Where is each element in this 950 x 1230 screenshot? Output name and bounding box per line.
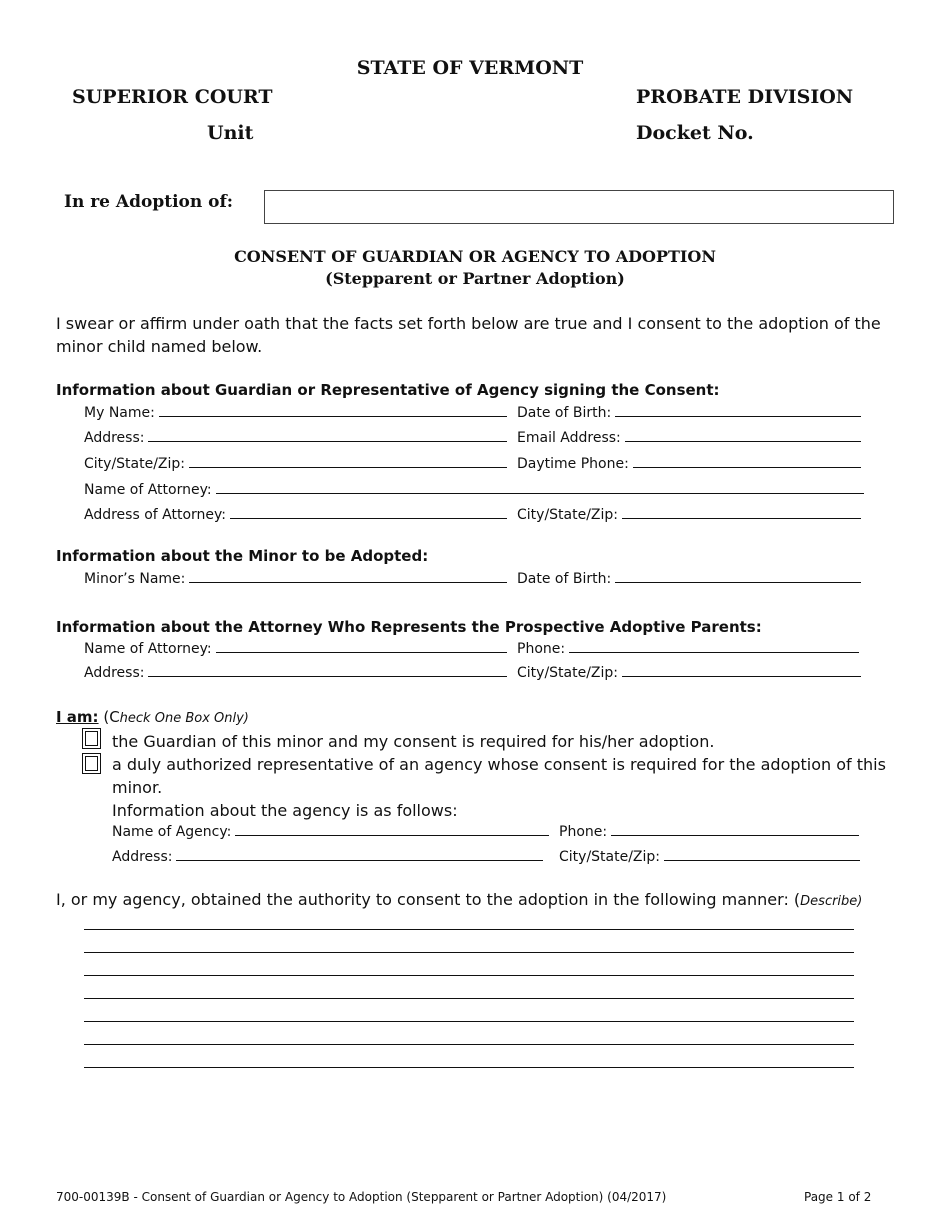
form-title: CONSENT OF GUARDIAN OR AGENCY TO ADOPTION xyxy=(234,247,716,266)
adoptive-attorney-address-field[interactable] xyxy=(84,663,507,683)
state-title: STATE OF VERMONT xyxy=(356,57,584,79)
guardian-address-label: Address: xyxy=(84,430,145,446)
oath-statement: I swear or affirm under oath that the facts set forth below are true and I consent to the adoption of the minor child named below. xyxy=(56,314,881,356)
agency-address-field[interactable] xyxy=(112,847,543,867)
description-line[interactable] xyxy=(84,997,854,999)
attorney-city-label: City/State/Zip: xyxy=(517,507,619,523)
description-line[interactable] xyxy=(84,951,854,953)
adoptive-attorney-phone-field[interactable] xyxy=(517,639,859,659)
guardian-attorney-name-label: Name of Attorney: xyxy=(84,482,212,498)
authority-statement xyxy=(56,888,862,913)
guardian-section-heading: Information about Guardian or Representative of Agency signing the Consent: xyxy=(56,381,720,399)
guardian-city-field[interactable] xyxy=(84,454,507,474)
agency-phone-field[interactable] xyxy=(559,822,859,842)
agency-city-field[interactable] xyxy=(559,847,860,867)
guardian-attorney-name-field[interactable] xyxy=(84,480,864,500)
adoptive-attorney-address-label: Address: xyxy=(84,665,145,681)
division-name: PROBATE DIVISION xyxy=(636,86,854,108)
description-line[interactable] xyxy=(84,928,854,930)
form-id-footer: 700-00139B - Consent of Guardian or Agency to Adoption (Stepparent or Partner Adoption) (04/2017) xyxy=(56,1190,667,1204)
my-name-label: My Name: xyxy=(84,405,155,421)
authority-text: I, or my agency, obtained the authority to consent to the adoption in the following manner: ( xyxy=(56,890,801,909)
attorney-address-field[interactable] xyxy=(84,505,507,525)
in-re-label: In re Adoption of: xyxy=(64,192,234,212)
minor-dob-label: Date of Birth: xyxy=(517,571,612,587)
email-field[interactable] xyxy=(517,428,861,448)
authority-describe: Describe) xyxy=(800,894,863,909)
adoptive-attorney-name-field[interactable] xyxy=(84,639,507,659)
adoption-name-field[interactable] xyxy=(264,190,894,224)
agency-name-label: Name of Agency: xyxy=(112,824,232,840)
unit-label: Unit xyxy=(207,122,254,144)
agency-city-label: City/State/Zip: xyxy=(559,849,661,865)
agency-option-text-1: a duly authorized representative of an agency whose consent is required for the adoption of this xyxy=(112,755,886,774)
agency-info-label: Information about the agency is as follows: xyxy=(112,801,458,820)
guardian-checkbox[interactable] xyxy=(82,728,101,749)
agency-checkbox[interactable] xyxy=(82,753,101,774)
adoptive-attorney-phone-label: Phone: xyxy=(517,641,566,657)
daytime-phone-label: Daytime Phone: xyxy=(517,456,629,472)
guardian-dob-label: Date of Birth: xyxy=(517,405,612,421)
minor-dob-field[interactable] xyxy=(517,569,861,589)
i-am-open-paren: (C xyxy=(103,708,120,726)
agency-address-label: Address: xyxy=(112,849,173,865)
description-line[interactable] xyxy=(84,974,854,976)
guardian-dob-field[interactable] xyxy=(517,403,861,423)
agency-option-text-2: minor. xyxy=(112,778,163,797)
guardian-address-field[interactable] xyxy=(84,428,507,448)
form-subtitle: (Stepparent or Partner Adoption) xyxy=(325,269,625,288)
description-line[interactable] xyxy=(84,1066,854,1068)
adoptive-attorney-city-field[interactable] xyxy=(517,663,861,683)
i-am-label: I am: xyxy=(56,708,99,726)
guardian-option-text: the Guardian of this minor and my consent is required for his/her adoption. xyxy=(112,732,715,751)
description-line[interactable] xyxy=(84,1043,854,1045)
guardian-city-label: City/State/Zip: xyxy=(84,456,186,472)
attorney-address-label: Address of Attorney: xyxy=(84,507,227,523)
my-name-field[interactable] xyxy=(84,403,507,423)
docket-label: Docket No. xyxy=(636,122,754,144)
page-number: Page 1 of 2 xyxy=(804,1190,872,1204)
daytime-phone-field[interactable] xyxy=(517,454,861,474)
description-line[interactable] xyxy=(84,1020,854,1022)
email-label: Email Address: xyxy=(517,430,621,446)
minor-name-field[interactable] xyxy=(84,569,507,589)
minor-name-label: Minor’s Name: xyxy=(84,571,186,587)
agency-name-field[interactable] xyxy=(112,822,549,842)
minor-section-heading: Information about the Minor to be Adopted: xyxy=(56,547,429,565)
i-am-instruction: heck One Box Only) xyxy=(119,711,249,726)
agency-phone-label: Phone: xyxy=(559,824,608,840)
i-am-row xyxy=(56,708,249,726)
adoptive-attorney-name-label: Name of Attorney: xyxy=(84,641,212,657)
court-name: SUPERIOR COURT xyxy=(72,86,273,108)
adoptive-attorney-city-label: City/State/Zip: xyxy=(517,665,619,681)
attorney-city-field[interactable] xyxy=(517,505,861,525)
attorney-section-heading: Information about the Attorney Who Represents the Prospective Adoptive Parents: xyxy=(56,618,762,636)
